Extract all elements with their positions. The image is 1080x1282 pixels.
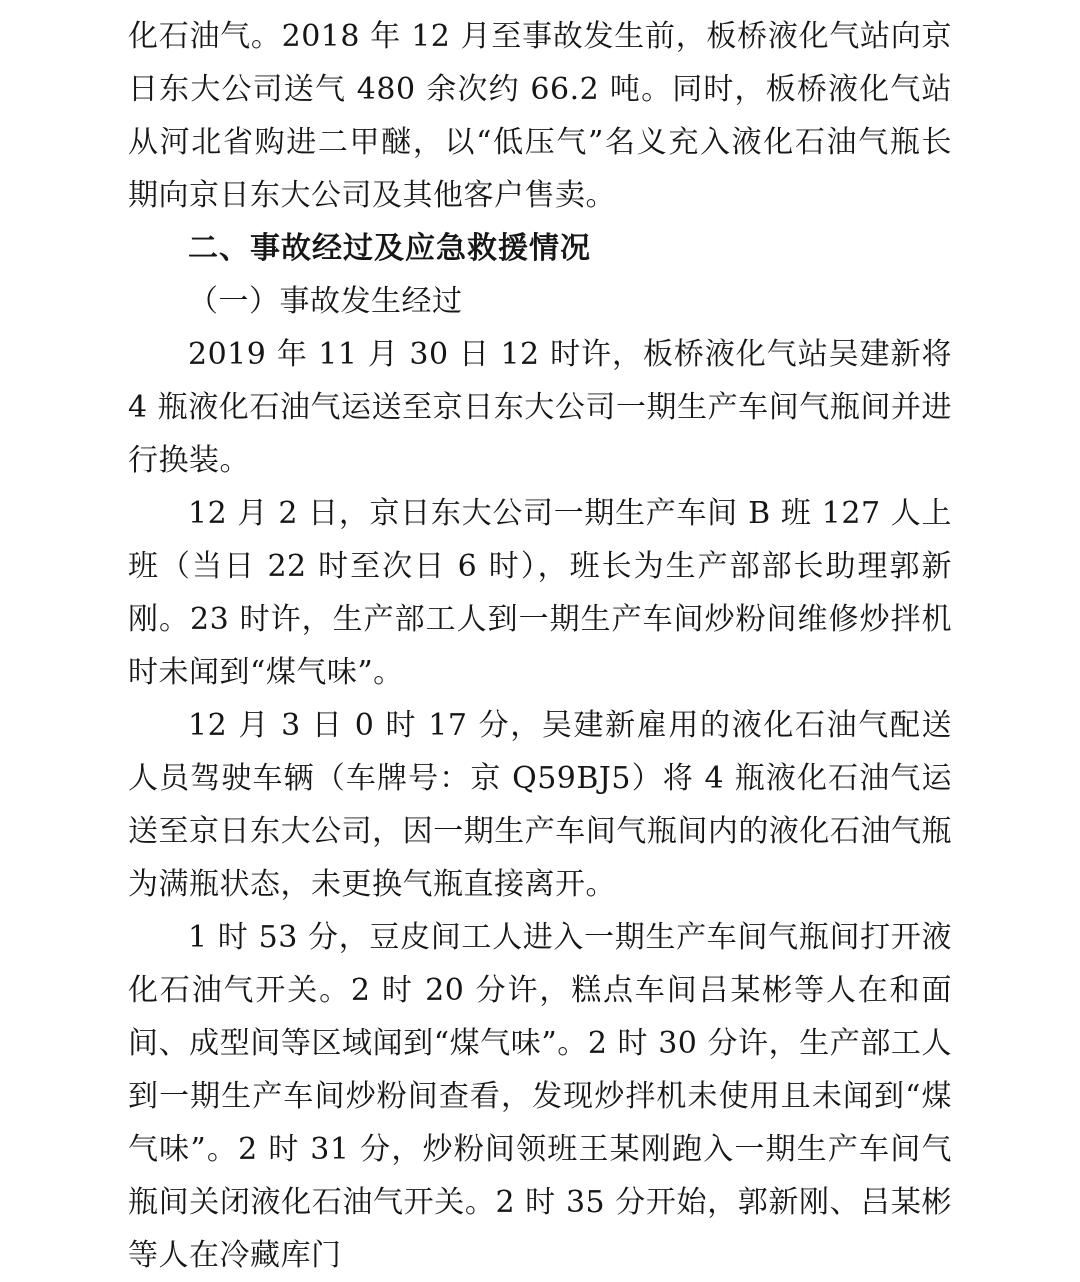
paragraph-1: 2019 年 11 月 30 日 12 时许，板桥液化气站吴建新将 4 瓶液化石油气运送至京日东大公司一期生产车间气瓶间并进行换装。 (128, 337, 952, 478)
sub-heading-1: （一）事故发生经过 (188, 284, 463, 319)
document-body (128, 10, 952, 1282)
paragraph-continued: 化石油气。2018 年 12 月至事故发生前，板桥液化气站向京日东大公司送气 480 余次约 66.2 吨。同时，板桥液化气站从河北省购进二甲醚，以“低压气”名义充入液化石油气瓶长期向京日东大公司及其他客户售卖。 (128, 19, 952, 213)
section-heading-2: 二、事故经过及应急救援情况 (188, 231, 591, 266)
paragraph-3: 12 月 3 日 0 时 17 分，吴建新雇用的液化石油气配送人员驾驶车辆（车牌号：京 Q59BJ5）将 4 瓶液化石油气运送至京日东大公司，因一期生产车间气瓶间内的液化石油气瓶为满瓶状态，未更换气瓶直接离开。 (128, 708, 952, 902)
paragraph-2: 12 月 2 日，京日东大公司一期生产车间 B 班 127 人上班（当日 22 时至次日 6 时），班长为生产部部长助理郭新刚。23 时许，生产部工人到一期生产车间炒粉间维修炒拌机时未闻到“煤气味”。 (128, 496, 952, 690)
paragraph-4: 1 时 53 分，豆皮间工人进入一期生产车间气瓶间打开液化石油气开关。2 时 20 分许，糕点车间吕某彬等人在和面间、成型间等区域闻到“煤气味”。2 时 30 分许，生产部工人到一期生产车间炒粉间查看，发现炒拌机未使用且未闻到“煤气味”。2 时 31 分，炒粉间领班王某刚跑入一期生产车间气瓶间关闭液化石油气开关。2 时 35 分开始，郭新刚、吕某彬等人在冷藏库门 (128, 920, 952, 1273)
